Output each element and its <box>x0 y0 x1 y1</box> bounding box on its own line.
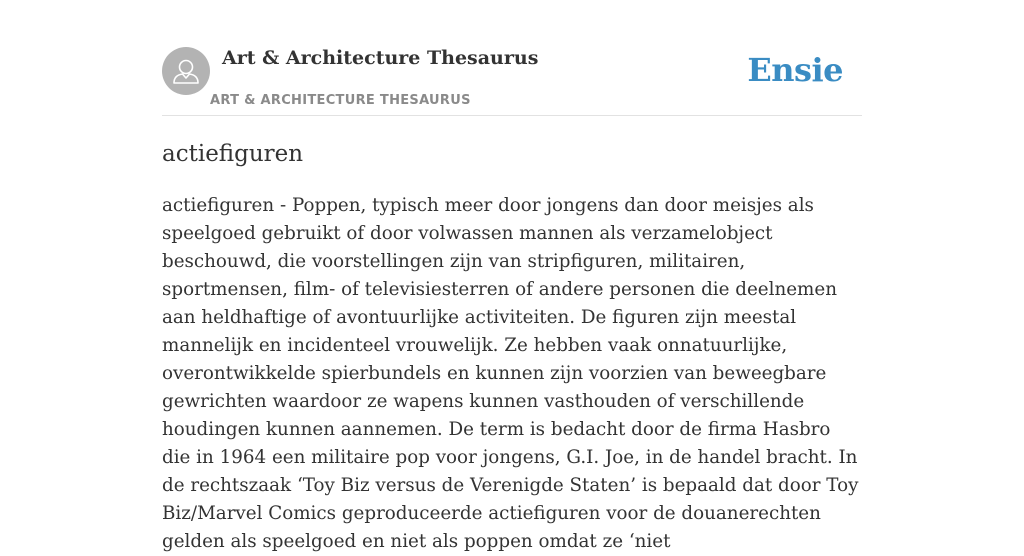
content-container <box>162 0 862 552</box>
entry-definition: actiefiguren - Poppen, typisch meer door jongens dan door meisjes als speelgoed gebruikt of door volwassen mannen als verzamelobject beschouwd, die voorstellingen zijn van stripfiguren, militairen, sportmensen, film- of televisiesterren of andere personen die deelnemen aan heldhaftige of avontuurlijke activiteiten. De figuren zijn meestal mannelijk en incidenteel vrouwelijk. Ze hebben vaak onnatuurlijke, overontwikkelde spierbundels en kunnen zijn voorzien van beweegbare gewrichten waardoor ze wapens kunnen vasthouden of verschillende houdingen kunnen aannemen. De term is bedacht door de firma Hasbro die in 1964 een militaire pop voor jongens, G.I. Joe, in de handel bracht. In de rechtszaak ‘Toy Biz versus de Verenigde Staten’ is bepaald dat door Toy Biz/Marvel Comics geproduceerde actiefiguren voor de douanerechten gelden als speelgoed en niet als poppen omdat ze ‘niet <box>162 195 859 552</box>
user-outline-icon <box>162 47 210 95</box>
avatar[interactable] <box>162 47 210 95</box>
source-subtitle[interactable]: ART & ARCHITECTURE THESAURUS <box>210 93 471 108</box>
entry-term: actiefiguren <box>162 141 304 167</box>
source-header <box>162 0 862 116</box>
site-logo[interactable]: Ensie <box>747 51 843 89</box>
source-title[interactable]: Art & Architecture Thesaurus <box>222 47 539 69</box>
